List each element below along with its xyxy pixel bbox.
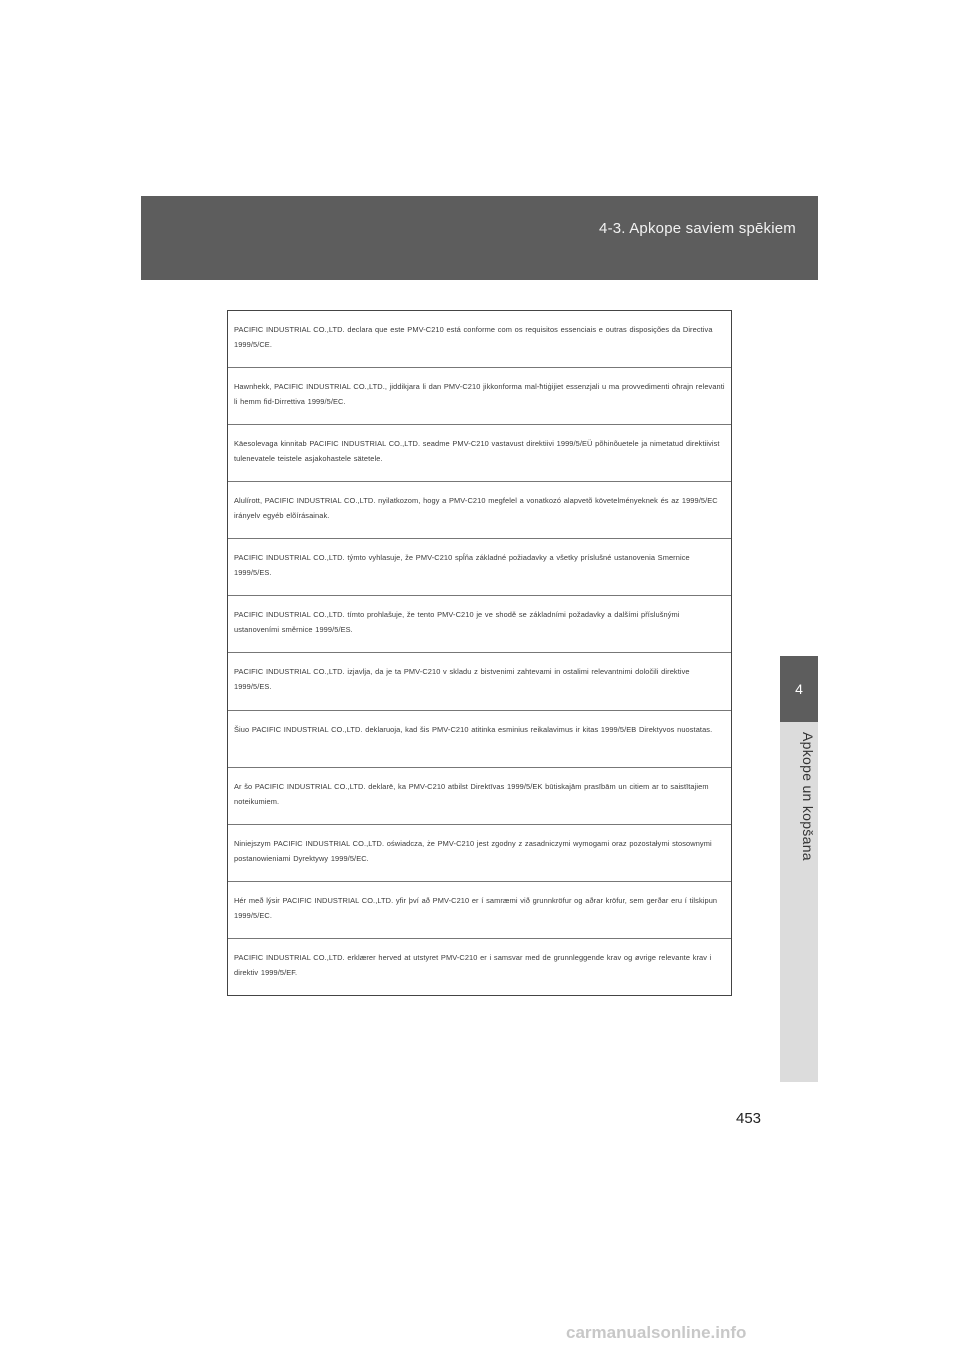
declaration-text: Käesolevaga kinnitab PACIFIC INDUSTRIAL CO.,LTD. seadme PMV-C210 vastavust direktiivi 1999/5/EÜ põhinõuetele ja nimetatud direktiivist tulenevatele teistele asjakohastele sätetele. bbox=[234, 439, 720, 464]
chapter-number-tab: 4 bbox=[780, 656, 818, 722]
declaration-table bbox=[227, 310, 732, 996]
declaration-row-hungarian bbox=[228, 482, 731, 539]
declaration-text: Ar šo PACIFIC INDUSTRIAL CO.,LTD. deklarē, ka PMV-C210 atbilst Direktīvas 1999/5/EK būtiskajām prasībām un citiem ar to saistītajiem noteikumiem. bbox=[234, 781, 709, 806]
declaration-text: PACIFIC INDUSTRIAL CO.,LTD. erklærer herved at utstyret PMV-C210 er i samsvar med de grunnleggende krav og øvrige relevante krav i direktiv 1999/5/EF. bbox=[234, 952, 712, 977]
declaration-row-latvian bbox=[228, 768, 731, 825]
declaration-text: PACIFIC INDUSTRIAL CO.,LTD. týmto vyhlasuje, že PMV-C210 spĺňa základné požiadavky a všetky príslušné ustanovenia Smernice 1999/5/ES. bbox=[234, 553, 690, 578]
declaration-row-czech bbox=[228, 596, 731, 653]
section-title: 4-3. Apkope saviem spēkiem bbox=[599, 220, 796, 237]
declaration-text: Alulírott, PACIFIC INDUSTRIAL CO.,LTD. nyilatkozom, hogy a PMV-C210 megfelel a vonatkozó alapvetõ követelményeknek és az 1999/5/EC irányelv egyéb elõírásainak. bbox=[234, 496, 718, 521]
declaration-row-slovak bbox=[228, 539, 731, 596]
page-number: 453 bbox=[736, 1110, 762, 1127]
site-watermark: carmanualsonline.info bbox=[566, 1323, 747, 1342]
declaration-row-portuguese bbox=[228, 311, 731, 368]
section-header-band bbox=[141, 196, 818, 280]
declaration-text: PACIFIC INDUSTRIAL CO.,LTD. tímto prohlašuje, že tento PMV-C210 je ve shodě se základními požadavky a dalšími příslušnými ustanoveními směrnice 1999/5/ES. bbox=[234, 610, 680, 635]
declaration-text: Šiuo PACIFIC INDUSTRIAL CO.,LTD. deklaruoja, kad šis PMV-C210 atitinka esminius reikalavimus ir kitas 1999/5/EB Direktyvos nuostatas. bbox=[234, 724, 713, 734]
declaration-row-slovenian bbox=[228, 653, 731, 710]
chapter-label: Apkope un kopšana bbox=[800, 732, 816, 861]
declaration-row-lithuanian bbox=[228, 711, 731, 768]
declaration-row-estonian bbox=[228, 425, 731, 482]
declaration-text: PACIFIC INDUSTRIAL CO.,LTD. izjavlja, da je ta PMV-C210 v skladu z bistvenimi zahtevami in ostalimi relevantnimi določili direktive 1999/5/ES. bbox=[234, 667, 690, 692]
declaration-row-norwegian bbox=[228, 939, 731, 995]
declaration-text: PACIFIC INDUSTRIAL CO.,LTD. declara que este PMV-C210 está conforme com os requisitos essenciais e outras disposições da Directiva 1999/5/CE. bbox=[234, 325, 713, 349]
declaration-text: Hér með lýsir PACIFIC INDUSTRIAL CO.,LTD. yfir því að PMV-C210 er í samræmi við grunnkröfur og aðrar kröfur, sem gerðar eru í tilskipun 1999/5/EC. bbox=[234, 895, 718, 920]
declaration-row-icelandic bbox=[228, 882, 731, 939]
declaration-row-polish bbox=[228, 825, 731, 882]
declaration-row-maltese bbox=[228, 368, 731, 425]
declaration-text: Niniejszym PACIFIC INDUSTRIAL CO.,LTD. oświadcza, że PMV-C210 jest zgodny z zasadniczymi wymogami oraz pozostałymi stosownymi postanowieniami Dyrektywy 1999/5/EC. bbox=[234, 838, 712, 863]
declaration-text: Hawnhekk, PACIFIC INDUSTRIAL CO.,LTD., jiddikjara li dan PMV-C210 jikkonforma mal-ħtiġijiet essenzjali u ma provvedimenti oħrajn relevanti li hemm fid-Dirrettiva 1999/5/EC. bbox=[234, 382, 725, 407]
